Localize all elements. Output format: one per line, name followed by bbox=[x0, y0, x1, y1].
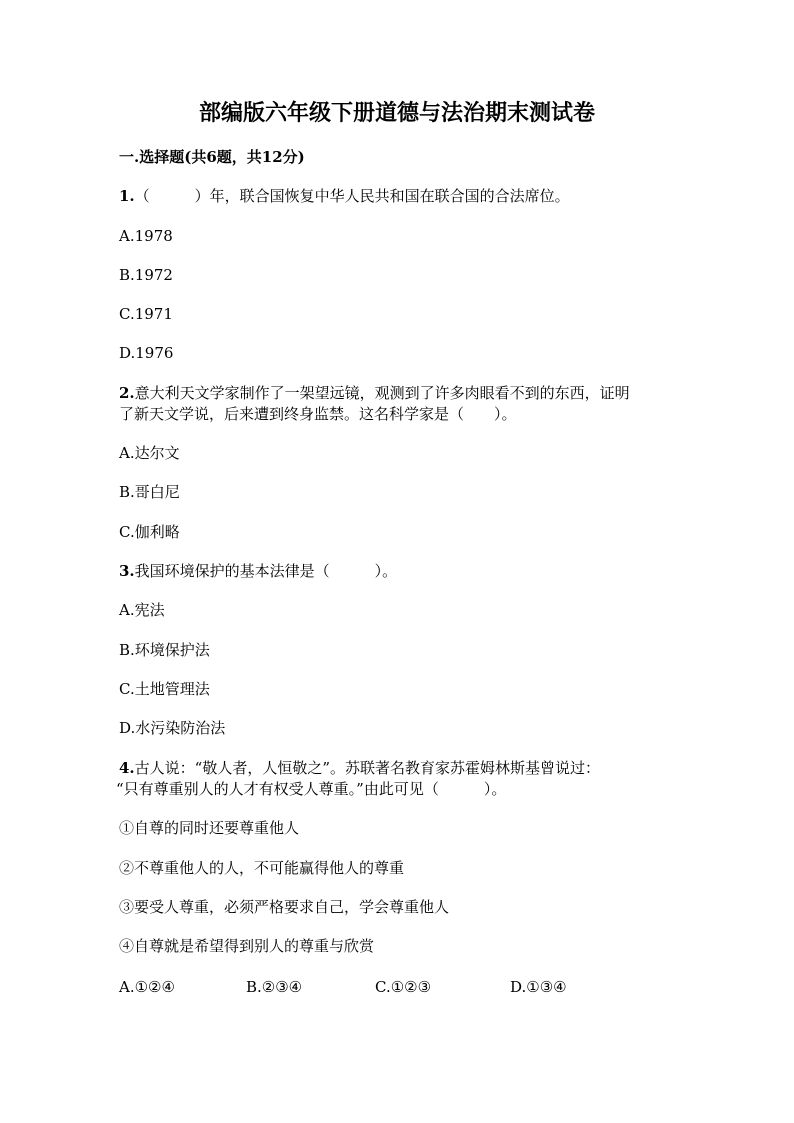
q2-option-c: C.伽利略 bbox=[119, 523, 180, 541]
question-text: （ ）年，联合国恢复中华人民共和国在联合国的合法席位。 bbox=[134, 187, 570, 205]
question-4 bbox=[119, 757, 600, 779]
question-text-line-1: 意大利天文学家制作了一架望远镜，观测到了许多肉眼看不到的东西，证明 bbox=[134, 384, 630, 402]
question-number: 1. bbox=[119, 187, 135, 205]
q4-option-d: D.①③④ bbox=[510, 978, 567, 996]
q3-option-a: A.宪法 bbox=[119, 601, 165, 619]
section-heading: 一.选择题(共6题，共12分) bbox=[119, 148, 305, 166]
question-3 bbox=[119, 560, 397, 582]
question-text: 我国环境保护的基本法律是（ ）。 bbox=[134, 562, 398, 580]
q1-option-d: D.1976 bbox=[119, 344, 174, 362]
q4-options-row bbox=[119, 976, 679, 998]
question-number: 2. bbox=[119, 384, 135, 402]
question-2 bbox=[119, 382, 630, 404]
q2-option-a: A.达尔文 bbox=[119, 444, 180, 462]
question-number: 3. bbox=[119, 562, 135, 580]
q4-statement-4: ④自尊就是希望得到别人的尊重与欣赏 bbox=[119, 937, 375, 955]
q1-option-c: C.1971 bbox=[119, 305, 173, 323]
q1-option-b: B.1972 bbox=[119, 266, 173, 284]
question-2-line-2: 了新天文学说，后来遭到终身监禁。这名科学家是（ ）。 bbox=[119, 405, 517, 423]
q4-option-a: A.①②④ bbox=[119, 978, 175, 996]
question-number: 4. bbox=[119, 759, 135, 777]
q2-option-b: B.哥白尼 bbox=[119, 483, 180, 501]
q3-option-d: D.水污染防治法 bbox=[119, 719, 226, 737]
question-4-line-2: “只有尊重别人的人才有权受人尊重。”由此可见（ ）。 bbox=[116, 780, 507, 798]
q4-statement-2: ②不尊重他人的人，不可能赢得他人的尊重 bbox=[119, 859, 405, 877]
page-title: 部编版六年级下册道德与法治期末测试卷 bbox=[198, 100, 595, 126]
q3-option-c: C.土地管理法 bbox=[119, 680, 210, 698]
q1-option-a: A.1978 bbox=[119, 227, 173, 245]
q4-statement-3: ③要受人尊重，必须严格要求自己，学会尊重他人 bbox=[119, 898, 450, 916]
q4-option-b: B.②③④ bbox=[246, 978, 303, 996]
question-1 bbox=[119, 185, 570, 207]
q4-statement-1: ①自尊的同时还要尊重他人 bbox=[119, 819, 300, 837]
q4-option-c: C.①②③ bbox=[375, 978, 432, 996]
q3-option-b: B.环境保护法 bbox=[119, 641, 210, 659]
question-text-line-1: 古人说：“敬人者，人恒敬之”。苏联著名教育家苏霍姆林斯基曾说过： bbox=[134, 759, 601, 777]
